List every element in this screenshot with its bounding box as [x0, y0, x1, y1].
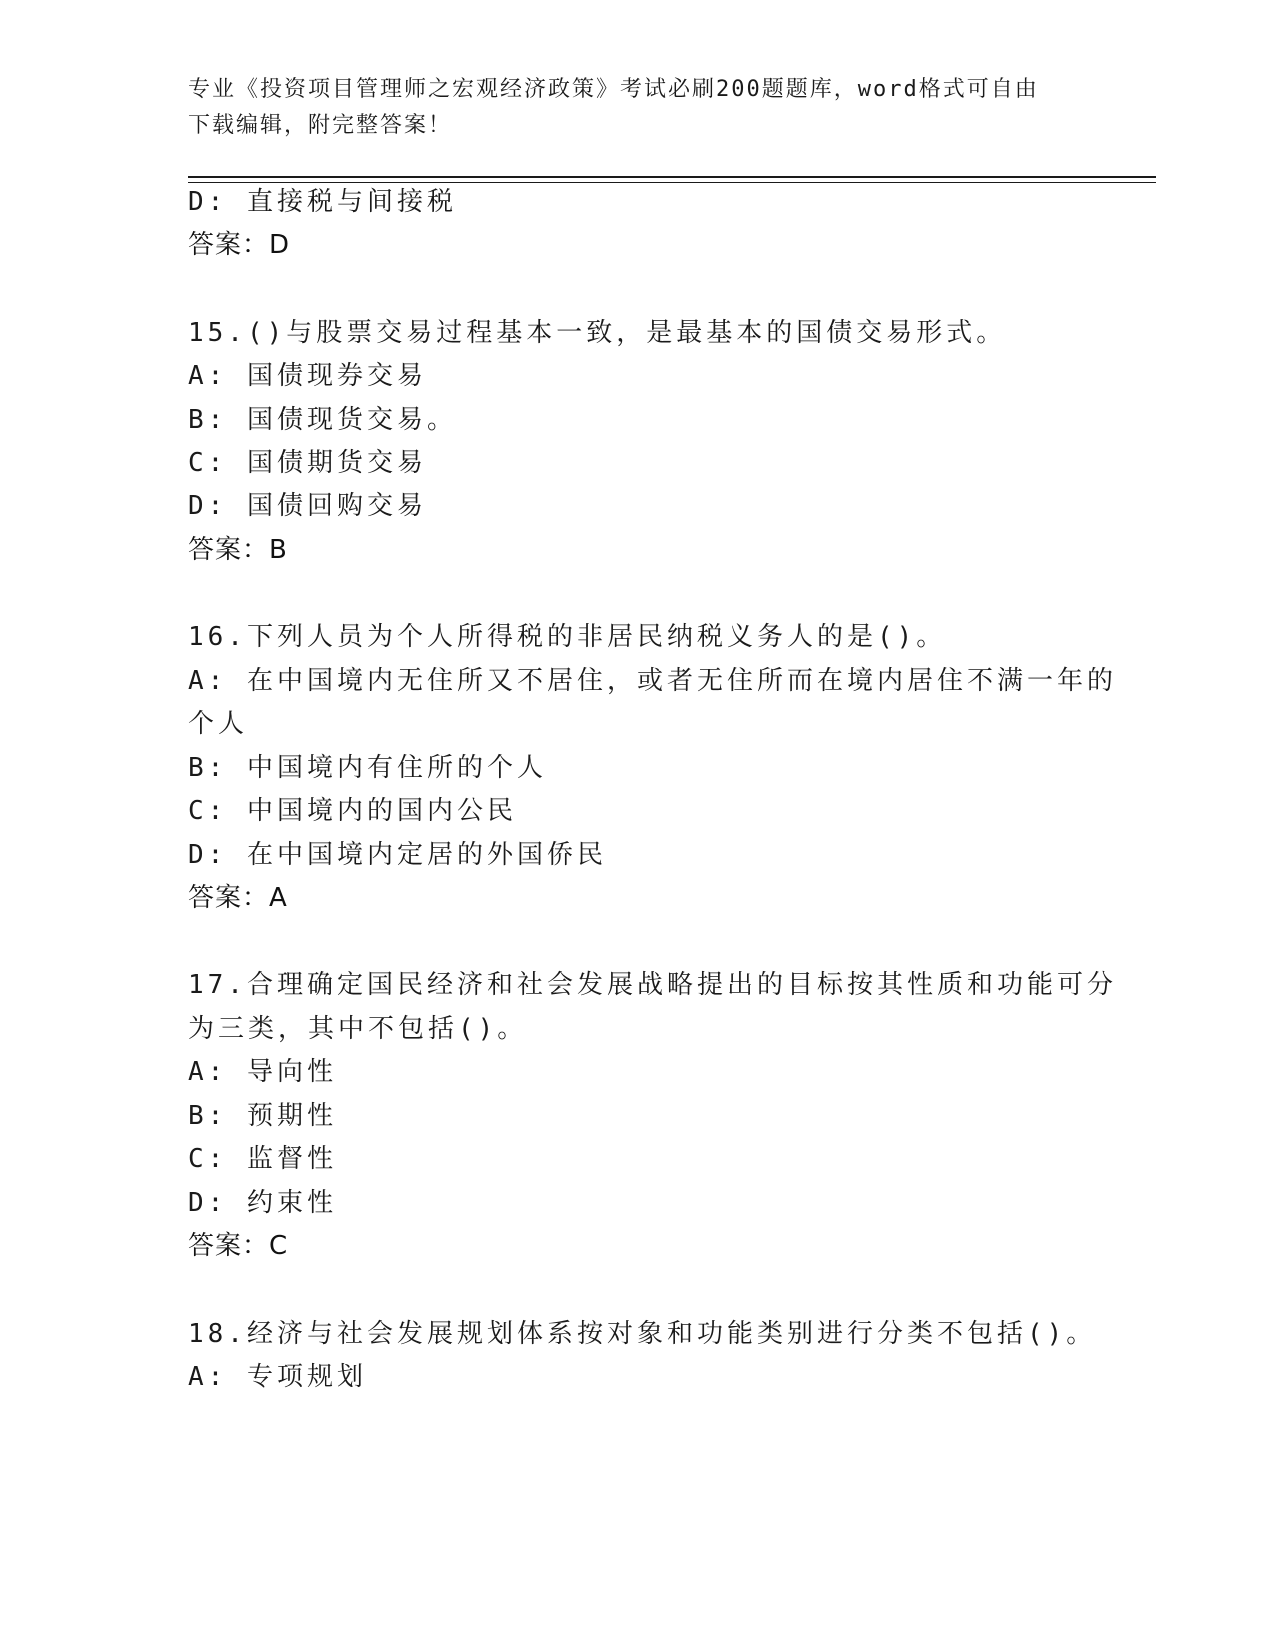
q16-option-c: C: 中国境内的国内公民 — [188, 796, 517, 826]
document-header — [188, 72, 1068, 144]
q17-stem-line2: 为三类，其中不包括()。 — [188, 1014, 528, 1044]
q16-option-a-line1: A: 在中国境内无住所又不居住，或者无住所而在境内居住不满一年的 — [188, 666, 1117, 696]
header-divider-thick — [188, 176, 1156, 178]
q16-option-a-line2: 个人 — [188, 709, 249, 739]
prev-option-d: D: 直接税与间接税 — [188, 187, 457, 217]
q15-option-b: B: 国债现货交易。 — [188, 405, 457, 435]
header-line-1: 专业《投资项目管理师之宏观经济政策》考试必刷200题题库，word格式可自由 — [188, 77, 1039, 102]
q15-option-c: C: 国债期货交易 — [188, 448, 427, 478]
q15-option-d: D: 国债回购交易 — [188, 491, 427, 521]
q17-answer: 答案：C — [188, 1231, 289, 1261]
q17-option-b: B: 预期性 — [188, 1101, 337, 1131]
header-line-2: 下载编辑，附完整答案！ — [188, 113, 453, 138]
q17-option-a: A: 导向性 — [188, 1057, 337, 1087]
q16-answer: 答案：A — [188, 883, 288, 913]
q15-answer: 答案：B — [188, 535, 288, 565]
q16-stem: 16.下列人员为个人所得税的非居民纳税义务人的是()。 — [188, 622, 947, 652]
q18-option-a: A: 专项规划 — [188, 1362, 367, 1392]
prev-answer: 答案：D — [188, 230, 291, 260]
q17-stem-line1: 17.合理确定国民经济和社会发展战略提出的目标按其性质和功能可分 — [188, 970, 1117, 1000]
q15-stem: 15.()与股票交易过程基本一致，是最基本的国债交易形式。 — [188, 318, 1007, 348]
q18-stem: 18.经济与社会发展规划体系按对象和功能类别进行分类不包括()。 — [188, 1319, 1097, 1349]
q15-option-a: A: 国债现券交易 — [188, 361, 427, 391]
q16-option-b: B: 中国境内有住所的个人 — [188, 753, 547, 783]
q16-option-d: D: 在中国境内定居的外国侨民 — [188, 840, 607, 870]
q17-option-d: D: 约束性 — [188, 1188, 337, 1218]
q17-option-c: C: 监督性 — [188, 1144, 337, 1174]
header-divider-thin — [188, 182, 1156, 183]
